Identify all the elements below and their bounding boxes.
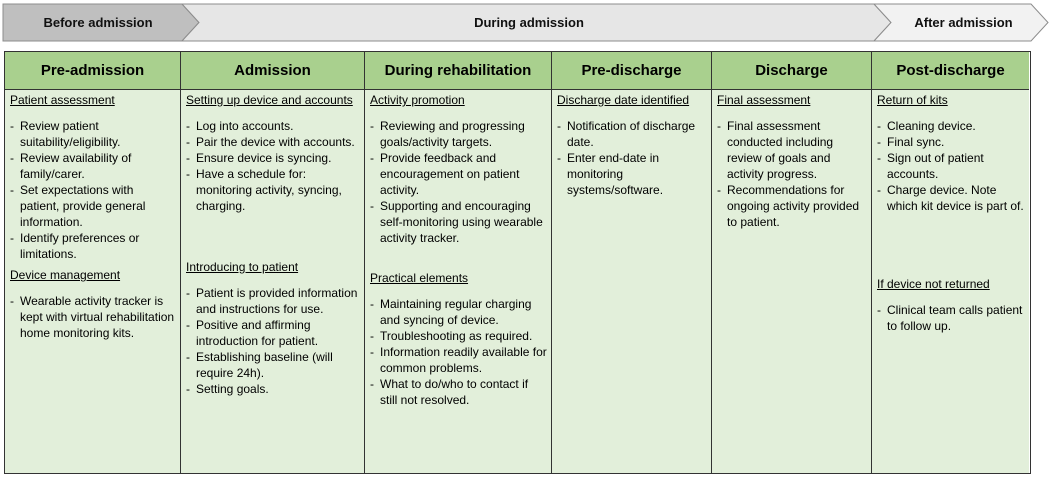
section-title: Discharge date identified [557, 93, 690, 107]
column-header: Discharge [712, 52, 871, 90]
column-body [712, 90, 871, 473]
section-if-device-not-returned [877, 276, 1025, 334]
list-item: - Establishing baseline (will require 24h). [186, 349, 360, 381]
phase-label-after: After admission [914, 15, 1013, 30]
column-body [872, 90, 1029, 473]
list-item: - Maintaining regular charging and syncing of device. [370, 296, 547, 328]
stage-table [4, 51, 1031, 474]
section-title: Return of kits [877, 93, 948, 107]
list-item: - Have a schedule for: monitoring activity, syncing, charging. [186, 166, 360, 214]
list-item: - Set expectations with patient, provide general information. [10, 182, 176, 230]
list-item: - Clinical team calls patient to follow up. [877, 302, 1025, 334]
section-title: Activity promotion [370, 93, 465, 107]
section-items [10, 118, 176, 262]
list-item: - Final sync. [877, 134, 1025, 150]
column-body [365, 90, 551, 473]
section-setting-up-device-and-accounts [186, 92, 360, 214]
list-item: - Cleaning device. [877, 118, 1025, 134]
section-items [557, 118, 707, 198]
section-title: Practical elements [370, 271, 469, 285]
section-items [877, 118, 1025, 214]
list-item: - Review availability of family/carer. [10, 150, 176, 182]
list-item: - Setting goals. [186, 381, 360, 397]
section-practical-elements [370, 270, 547, 408]
section-title: Patient assessment [10, 93, 115, 107]
section-title: Final assessment [717, 93, 811, 107]
section-title: Device management [10, 268, 121, 282]
section-items [877, 302, 1025, 334]
section-discharge-date-identified [557, 92, 707, 198]
section-items [186, 285, 360, 397]
list-item: - Enter end-date in monitoring systems/software. [557, 150, 707, 198]
list-item: - Positive and affirming introduction for patient. [186, 317, 360, 349]
section-device-management [10, 267, 176, 341]
phase-bar [0, 0, 1050, 44]
column-pre-admission [5, 52, 181, 473]
section-items [370, 296, 547, 408]
column-body [5, 90, 180, 473]
list-item: - Final assessment conducted including review of goals and activity progress. [717, 118, 867, 182]
list-item: - Supporting and encouraging self-monitoring using wearable activity tracker. [370, 198, 547, 246]
column-pre-discharge [552, 52, 712, 473]
column-header: Pre-admission [5, 52, 180, 90]
phase-label-before: Before admission [43, 15, 153, 30]
section-activity-promotion [370, 92, 547, 246]
phase-label-during: During admission [474, 15, 584, 30]
column-header: Pre-discharge [552, 52, 711, 90]
section-items [717, 118, 867, 230]
list-item: - Review patient suitability/eligibility. [10, 118, 176, 150]
list-item: - Sign out of patient accounts. [877, 150, 1025, 182]
section-final-assessment [717, 92, 867, 230]
column-during-rehabilitation [365, 52, 552, 473]
section-title: If device not returned [877, 277, 990, 291]
section-items [370, 118, 547, 246]
list-item: - Information readily available for common problems. [370, 344, 547, 376]
list-item: - Wearable activity tracker is kept with virtual rehabilitation home monitoring kits. [10, 293, 176, 341]
column-header: Post-discharge [872, 52, 1029, 90]
list-item: - Pair the device with accounts. [186, 134, 360, 150]
column-post-discharge [872, 52, 1029, 473]
list-item: - Troubleshooting as required. [370, 328, 547, 344]
column-admission [181, 52, 365, 473]
list-item: - Identify preferences or limitations. [10, 230, 176, 262]
section-patient-assessment [10, 92, 176, 262]
section-introducing-to-patient [186, 259, 360, 397]
list-item: - Log into accounts. [186, 118, 360, 134]
section-return-of-kits [877, 92, 1025, 214]
section-items [10, 293, 176, 341]
list-item: - Charge device. Note which kit device is part of. [877, 182, 1025, 214]
list-item: - What to do/who to contact if still not resolved. [370, 376, 547, 408]
column-body [181, 90, 364, 473]
list-item: - Recommendations for ongoing activity provided to patient. [717, 182, 867, 230]
list-item: - Reviewing and progressing goals/activity targets. [370, 118, 547, 150]
section-title: Setting up device and accounts [186, 93, 353, 107]
column-header: During rehabilitation [365, 52, 551, 90]
column-body [552, 90, 711, 473]
section-items [186, 118, 360, 214]
column-header: Admission [181, 52, 364, 90]
column-discharge [712, 52, 872, 473]
list-item: - Provide feedback and encouragement on patient activity. [370, 150, 547, 198]
section-title: Introducing to patient [186, 260, 299, 274]
list-item: - Patient is provided information and instructions for use. [186, 285, 360, 317]
list-item: - Notification of discharge date. [557, 118, 707, 150]
list-item: - Ensure device is syncing. [186, 150, 360, 166]
